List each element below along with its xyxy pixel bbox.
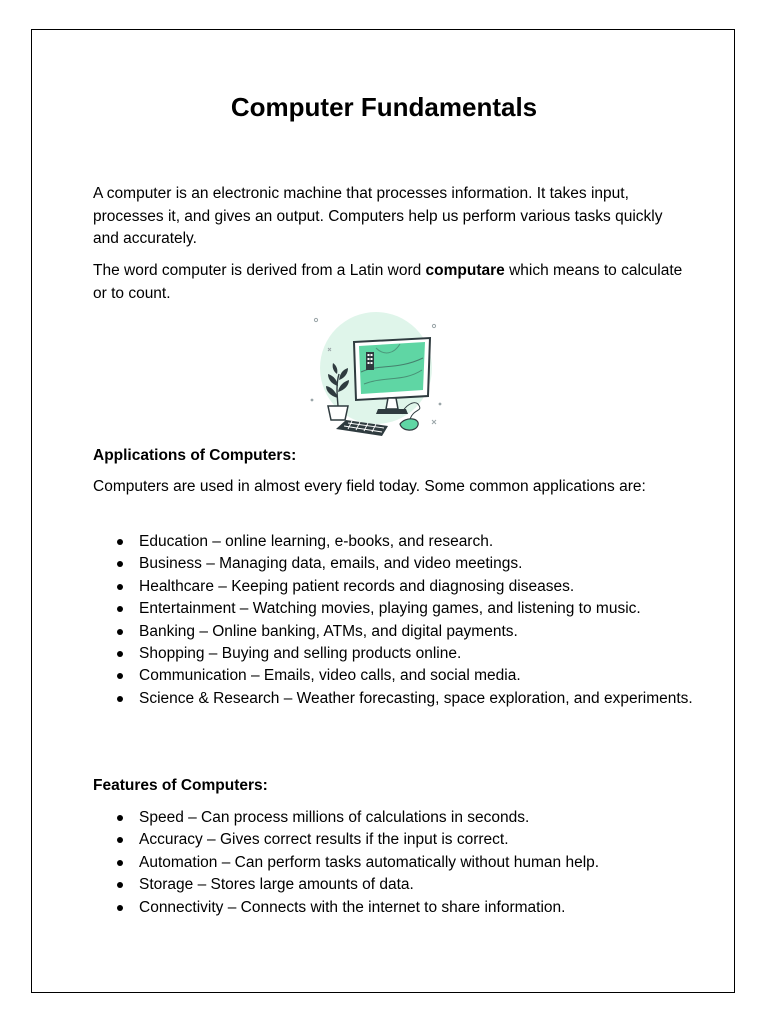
bullet-icon (117, 606, 123, 612)
origin-bold-word: computare (425, 262, 505, 279)
list-item (93, 643, 693, 665)
list-item (93, 665, 693, 687)
list-item-text: Science & Research – Weather forecasting, space exploration, and experiments. (139, 689, 693, 707)
bullet-icon (117, 696, 123, 702)
list-item-text: Business – Managing data, emails, and video meetings. (139, 555, 523, 573)
list-item-text: Banking – Online banking, ATMs, and digital payments. (139, 622, 518, 640)
list-item (93, 531, 693, 553)
list-item-text: Communication – Emails, video calls, and social media. (139, 667, 521, 685)
applications-heading: Applications of Computers: (93, 447, 297, 464)
origin-paragraph (93, 260, 683, 305)
list-item (93, 553, 693, 575)
list-item (93, 897, 693, 919)
decor-dot-icon (311, 399, 314, 402)
decor-dot-icon (314, 318, 317, 321)
list-item-text: Connectivity – Connects with the internet to share information. (139, 898, 566, 916)
list-item-text: Entertainment – Watching movies, playing games, and listening to music. (139, 600, 641, 618)
list-item (93, 874, 693, 896)
decor-dot-icon (439, 403, 442, 406)
list-item-text: Shopping – Buying and selling products online. (139, 645, 462, 663)
decor-cross-icon (432, 420, 436, 424)
features-list (93, 807, 693, 919)
origin-text-before: The word computer is derived from a Latin word (93, 262, 426, 279)
list-item (93, 621, 693, 643)
applications-list (93, 531, 693, 710)
list-item-text: Accuracy – Gives correct results if the input is correct. (139, 831, 509, 849)
bullet-icon (117, 860, 123, 866)
list-item-text: Healthcare – Keeping patient records and diagnosing diseases. (139, 577, 575, 595)
bullet-icon (117, 905, 123, 911)
list-item-text: Automation – Can perform tasks automatically without human help. (139, 853, 600, 871)
list-item-text: Education – online learning, e-books, and research. (139, 533, 494, 550)
applications-intro: Computers are used in almost every field today. Some common applications are: (93, 478, 646, 495)
intro-paragraph: A computer is an electronic machine that processes information. It takes input, processes it, and gives an output. Computers help us perform various tasks quickly and accurately. (93, 185, 663, 247)
decor-dot-icon (432, 324, 435, 327)
features-heading: Features of Computers: (93, 777, 268, 794)
list-item (93, 576, 693, 598)
document-page (31, 29, 735, 993)
bullet-icon (117, 815, 123, 821)
bullet-icon (117, 837, 123, 843)
list-item (93, 807, 693, 829)
origin-text-after: which means to calculate or to count. (93, 262, 683, 302)
bullet-icon (117, 539, 123, 545)
list-item (93, 829, 693, 851)
bullet-icon (117, 673, 123, 679)
bullet-icon (117, 629, 123, 635)
list-item (93, 598, 693, 620)
list-item-text: Speed – Can process millions of calculations in seconds. (139, 809, 530, 826)
bullet-icon (117, 561, 123, 567)
bullet-icon (117, 584, 123, 590)
bullet-icon (117, 651, 123, 657)
desktop-computer-illustration (306, 308, 446, 436)
bullet-icon (117, 882, 123, 888)
list-item-text: Storage – Stores large amounts of data. (139, 876, 414, 894)
list-item (93, 688, 693, 710)
page-title: Computer Fundamentals (230, 92, 538, 122)
list-item (93, 852, 693, 874)
